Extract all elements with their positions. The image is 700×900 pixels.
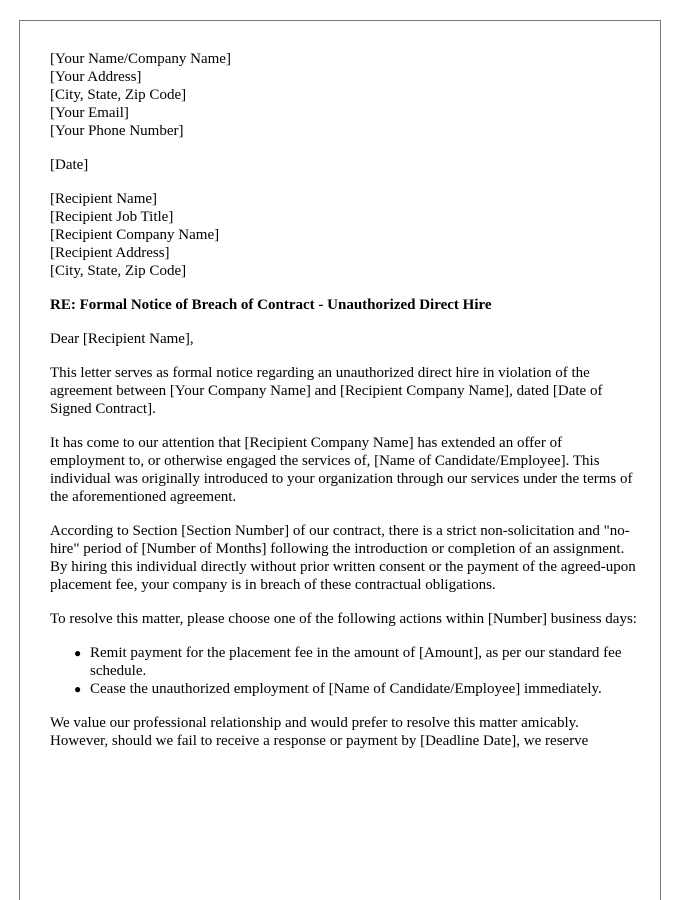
recipient-city-state-zip: [City, State, Zip Code] <box>50 263 187 279</box>
sender-name: [Your Name/Company Name] <box>50 51 231 67</box>
sender-city-state-zip: [City, State, Zip Code] <box>50 87 187 103</box>
paragraph-attention: It has come to our attention that [Recipient Company Name] has extended an offer of employment to, or otherwise engaged the services of, [Name of Candidate/Employee]. This individual was originally introduced to your organization through our services under the terms of the aforementioned agreement. <box>50 435 633 505</box>
paragraph-section: According to Section [Section Number] of our contract, there is a strict non-solicitation and "no-hire" period of [Number of Months] following the introduction or completion of an assignment. By hiring this individual directly without prior written consent or the payment of the agreed-upon placement fee, your company is in breach of these contractual obligations. <box>50 523 636 593</box>
bullet-icon: ● <box>74 682 82 696</box>
bullet-icon: ● <box>74 646 82 660</box>
sender-block <box>50 50 640 140</box>
action-item-text: Cease the unauthorized employment of [Name of Candidate/Employee] immediately. <box>90 681 602 697</box>
sender-email: [Your Email] <box>50 105 129 121</box>
recipient-block <box>50 190 640 280</box>
recipient-name: [Recipient Name] <box>50 191 158 207</box>
recipient-company: [Recipient Company Name] <box>50 227 220 243</box>
list-item <box>74 644 640 680</box>
letter-date: [Date] <box>50 157 89 173</box>
sender-phone: [Your Phone Number] <box>50 123 184 139</box>
letter-page <box>19 20 661 900</box>
letter-content <box>50 50 640 766</box>
salutation: Dear [Recipient Name], <box>50 331 194 347</box>
paragraph-resolve: To resolve this matter, please choose one of the following actions within [Number] business days: <box>50 611 637 627</box>
paragraph-notice: This letter serves as formal notice regarding an unauthorized direct hire in violation of the agreement between [Your Company Name] and [Recipient Company Name], dated [Date of Signed Contract]. <box>50 365 603 417</box>
sender-address: [Your Address] <box>50 69 142 85</box>
paragraph-closing: We value our professional relationship and would prefer to resolve this matter amicably. However, should we fail to receive a response or payment by [Deadline Date], we reserve <box>50 715 589 749</box>
action-list <box>50 644 640 698</box>
recipient-address: [Recipient Address] <box>50 245 170 261</box>
action-item-text: Remit payment for the placement fee in the amount of [Amount], as per our standard fee schedule. <box>90 645 622 679</box>
list-item <box>74 680 640 698</box>
recipient-job-title: [Recipient Job Title] <box>50 209 174 225</box>
subject-line: RE: Formal Notice of Breach of Contract - Unauthorized Direct Hire <box>50 297 492 313</box>
